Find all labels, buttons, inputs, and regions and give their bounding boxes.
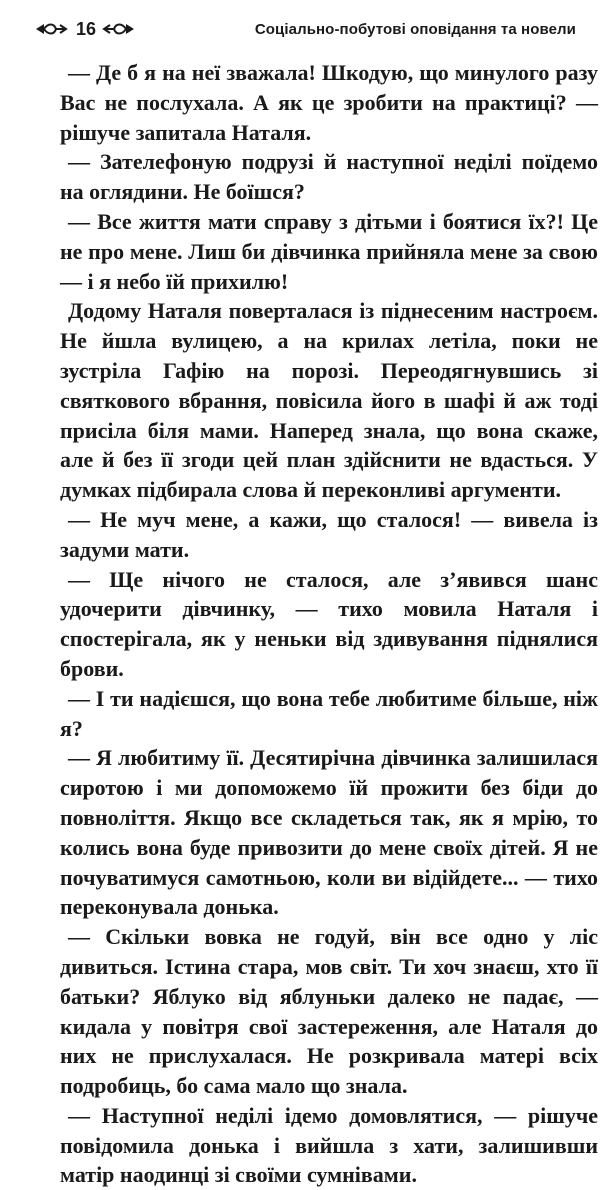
running-head: [34, 14, 576, 44]
paragraph: — Не муч мене, а кажи, що сталося! — вивела із задуми мати.: [60, 506, 598, 562]
page-number: 16: [76, 18, 97, 39]
paragraph: — Ще нічого не сталося, але з’явився шанс удочерити дівчинку, — тихо мовила Наталя і спостерігала, як у неньки від здивування піднялися брови.: [60, 566, 598, 681]
paragraph: — Все життя мати справу з дітьми і боятися їх?! Це не про мене. Лиш би дівчинка прийняла мене за свою — і я небо їй прихилю!: [60, 208, 598, 294]
paragraph: Додому Наталя поверталася із піднесеним настроєм. Не йшла вулицею, а на крилах летіла, поки не зустріла Гафію на порозі. Переодягнувшись зі святкового вбрання, повісила його в шафі й аж тоді присіла біля мами. Наперед знала, що вона скаже, але й без її згоди цей план здійснити не вдасться. У думках підбирала слова й переконливі аргументи.: [60, 298, 598, 503]
paragraph: — Я любитиму її. Десятирічна дівчинка залишилася сиротою і ми допоможемо їй прожити без біди до повноліття. Якщо все складеться так, як я мрію, то колись вона буде привозити до мене своїх дітей. Я не почуватимуся самотньою, коли ви відійдете... — тихо переконувала донька.: [60, 745, 598, 920]
paragraph: — Зателефоную подрузі й наступної неділі поїдемо на оглядини. Не боїшся?: [60, 149, 598, 205]
paragraph: — Де б я на неї зважала! Шкодую, що минулого разу Вас не послухала. А як це зробити на практиці? — рішуче запитала Наталя.: [60, 60, 598, 145]
ornament-left-icon: [34, 21, 68, 37]
ornament-right-icon: [102, 21, 136, 37]
paragraph: — Наступної неділі ідемо домовлятися, — рішуче повідомила донька і вийшла з хати, залишивши матір наодинці зі своїми сумнівами.: [60, 1102, 598, 1188]
section-title: Соціально-побутові оповідання та новели: [254, 20, 576, 38]
paragraph: — І ти надієшся, що вона тебе любитиме більше, ніж я?: [60, 685, 598, 741]
body-text: [60, 58, 598, 1190]
paragraph: — Скільки вовка не годуй, він все одно у ліс дивиться. Істина стара, мов світ. Ти хоч знаєш, хто її батьки? Яблуко від яблуньки далеко не падає, — кидала у повітря свої застереження, але Наталя до них не прислухалася. Не розкривала матері всіх подробиць, бо сама мало що знала.: [60, 924, 598, 1099]
